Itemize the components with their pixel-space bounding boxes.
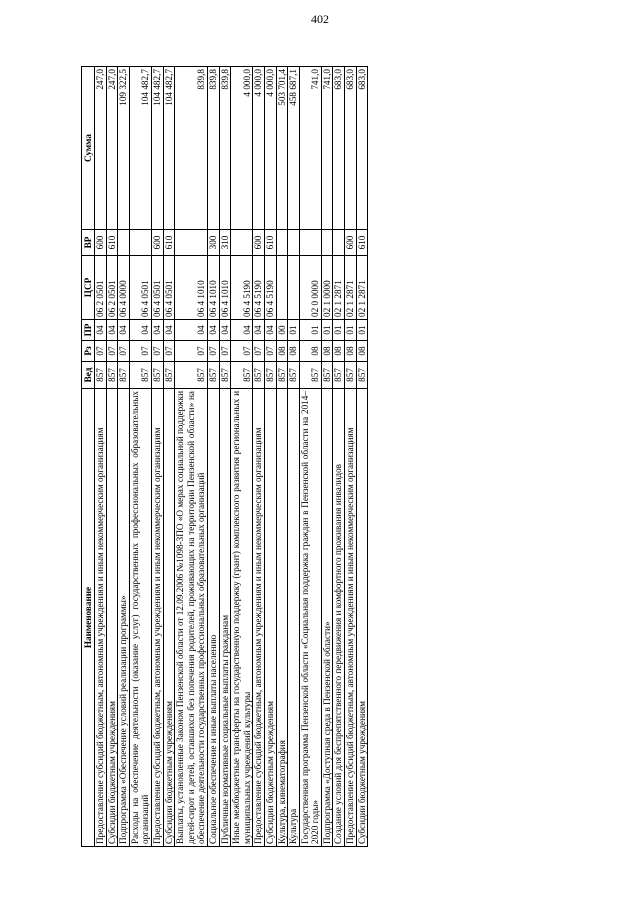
cell-ved: 857 [95, 362, 107, 389]
cell-vr: 610 [356, 230, 368, 256]
cell-csr: 06 4 5190 [253, 256, 265, 320]
cell-pr: 01 [299, 320, 321, 341]
cell-ved: 857 [356, 362, 368, 389]
table-row [345, 67, 357, 847]
cell-rz: 07 [151, 341, 163, 362]
cell-pr: 04 [253, 320, 265, 341]
cell-rz: 07 [264, 341, 276, 362]
cell-vr [333, 230, 345, 256]
cell-csr: 06 4 5190 [264, 256, 276, 320]
cell-sum: 247,0 [95, 67, 107, 230]
cell-rz: 07 [106, 341, 118, 362]
cell-csr: 06 4 0501 [151, 256, 163, 320]
cell-name: Субсидии бюджетным учреждениям [356, 389, 368, 847]
cell-vr: 600 [345, 230, 357, 256]
cell-ved: 857 [163, 362, 175, 389]
table-row [333, 67, 345, 847]
cell-name: Культура [288, 389, 300, 847]
cell-vr [175, 230, 208, 256]
cell-sum: 4 000,0 [231, 67, 253, 230]
cell-csr: 06 4 1010 [175, 256, 208, 320]
cell-sum: 683,0 [333, 67, 345, 230]
cell-csr: 02 1 2871 [356, 256, 368, 320]
cell-vr [321, 230, 333, 256]
cell-rz: 08 [333, 341, 345, 362]
cell-sum: 741,0 [299, 67, 321, 230]
table-row [207, 67, 219, 847]
page-number: 402 [311, 12, 329, 26]
cell-ved: 857 [333, 362, 345, 389]
budget-table [81, 66, 368, 847]
rotated-table-block [81, 67, 536, 847]
cell-rz: 07 [253, 341, 265, 362]
cell-sum: 104 482,7 [163, 67, 175, 230]
cell-rz: 08 [276, 341, 288, 362]
cell-csr [288, 256, 300, 320]
cell-rz: 07 [219, 341, 231, 362]
cell-ved: 857 [129, 362, 151, 389]
cell-ved: 857 [345, 362, 357, 389]
table-row [321, 67, 333, 847]
cell-name: Государственная программа Пензенской области «Социальная поддержка граждан в Пензенской области на 2014–2020 годы» [299, 389, 321, 847]
cell-sum: 4 000,0 [253, 67, 265, 230]
cell-ved: 857 [288, 362, 300, 389]
cell-csr: 06 4 5190 [231, 256, 253, 320]
cell-vr: 310 [219, 230, 231, 256]
cell-sum: 839,8 [175, 67, 208, 230]
cell-ved: 857 [253, 362, 265, 389]
cell-pr: 04 [163, 320, 175, 341]
cell-pr: 01 [321, 320, 333, 341]
cell-pr: 04 [219, 320, 231, 341]
cell-pr: 01 [345, 320, 357, 341]
cell-name: Предоставление субсидий бюджетным, автономным учреждениям и иным некоммерческим организациям [345, 389, 357, 847]
cell-csr: 02 0 0000 [299, 256, 321, 320]
table-row [106, 67, 118, 847]
cell-ved: 857 [106, 362, 118, 389]
cell-vr: 600 [253, 230, 265, 256]
cell-pr: 04 [106, 320, 118, 341]
cell-sum: 104 482,7 [129, 67, 151, 230]
cell-csr [276, 256, 288, 320]
table-row [231, 67, 253, 847]
cell-ved: 857 [276, 362, 288, 389]
header-rz: Рз [82, 341, 95, 362]
table-row [118, 67, 130, 847]
table-row [95, 67, 107, 847]
table-row [175, 67, 208, 847]
cell-name: Предоставление субсидий бюджетным, автономным учреждениям и иным некоммерческим организациям [95, 389, 107, 847]
cell-sum: 839,8 [219, 67, 231, 230]
table-row [299, 67, 321, 847]
cell-pr: 01 [356, 320, 368, 341]
cell-pr: 00 [276, 320, 288, 341]
cell-pr: 04 [207, 320, 219, 341]
cell-csr: 02 1 2871 [345, 256, 357, 320]
table-row [264, 67, 276, 847]
cell-csr: 02 1 0000 [321, 256, 333, 320]
cell-pr: 01 [288, 320, 300, 341]
cell-rz: 07 [163, 341, 175, 362]
cell-rz: 07 [129, 341, 151, 362]
cell-sum: 458 687,1 [288, 67, 300, 230]
cell-rz: 07 [207, 341, 219, 362]
cell-csr: 06 4 0501 [129, 256, 151, 320]
cell-sum: 4 000,0 [264, 67, 276, 230]
cell-name: Культура, кинематография [276, 389, 288, 847]
cell-sum: 247,0 [106, 67, 118, 230]
cell-pr: 01 [333, 320, 345, 341]
cell-vr: 610 [106, 230, 118, 256]
cell-name: Субсидии бюджетным учреждениям [106, 389, 118, 847]
cell-name: Расходы на обеспечение деятельности (оказание услуг) государственных профессиональных образовательных организаций [129, 389, 151, 847]
cell-ved: 857 [151, 362, 163, 389]
cell-csr: 06 4 0501 [163, 256, 175, 320]
table-row [253, 67, 265, 847]
cell-rz: 08 [299, 341, 321, 362]
cell-vr [129, 230, 151, 256]
cell-rz: 08 [356, 341, 368, 362]
cell-csr: 06 2 0501 [106, 256, 118, 320]
header-vr: ВР [82, 230, 95, 256]
cell-ved: 857 [264, 362, 276, 389]
cell-vr: 610 [264, 230, 276, 256]
cell-vr [231, 230, 253, 256]
cell-name: Подпрограмма «Доступная среда в Пензенской области» [321, 389, 333, 847]
cell-rz: 07 [231, 341, 253, 362]
cell-name: Иные межбюджетные трансферты на государственную поддержку (грант) комплексного развития региональных и муниципальных учреждений культуры [231, 389, 253, 847]
cell-name: Предоставление субсидий бюджетным, автономным учреждениям и иным некоммерческим организациям [253, 389, 265, 847]
cell-ved: 857 [175, 362, 208, 389]
table-row [151, 67, 163, 847]
cell-vr [288, 230, 300, 256]
cell-ved: 857 [207, 362, 219, 389]
cell-sum: 683,0 [345, 67, 357, 230]
cell-ved: 857 [321, 362, 333, 389]
cell-pr: 04 [118, 320, 130, 341]
cell-csr: 02 1 2871 [333, 256, 345, 320]
cell-rz: 08 [288, 341, 300, 362]
table-row [276, 67, 288, 847]
table-header-row [82, 67, 95, 847]
header-sum: Сумма [82, 67, 95, 230]
cell-sum: 839,8 [207, 67, 219, 230]
table-row [129, 67, 151, 847]
cell-vr: 600 [95, 230, 107, 256]
cell-rz: 07 [175, 341, 208, 362]
cell-vr [118, 230, 130, 256]
cell-pr: 04 [231, 320, 253, 341]
cell-name: Выплаты, установленные Законом Пензенской области от 12.09.2006 №1098-ЗПО «О мерах социальной поддержки детей-сирот и детей, оставшихся без попечения родителей, проживающих на территории Пензенской области» на обеспечение деятельности государственных профессиональных образовательных организаций [175, 389, 208, 847]
table-row [356, 67, 368, 847]
cell-sum: 104 482,7 [151, 67, 163, 230]
cell-name: Предоставление субсидий бюджетным, автономным учреждениям и иным некоммерческим организациям [151, 389, 163, 847]
cell-pr: 04 [264, 320, 276, 341]
header-ved: Вед [82, 362, 95, 389]
cell-vr [299, 230, 321, 256]
cell-rz: 07 [95, 341, 107, 362]
cell-vr: 600 [151, 230, 163, 256]
cell-csr: 06 4 0000 [118, 256, 130, 320]
cell-pr: 04 [151, 320, 163, 341]
cell-name: Создание условий для беспрепятственного передвижения и комфортного проживания инвалидов [333, 389, 345, 847]
cell-name: Социальное обеспечение и иные выплаты населению [207, 389, 219, 847]
cell-vr: 610 [163, 230, 175, 256]
cell-sum: 109 322,5 [118, 67, 130, 230]
header-csr: ЦСР [82, 256, 95, 320]
header-pr: ПР [82, 320, 95, 341]
cell-name: Публичные нормативные социальные выплаты гражданам [219, 389, 231, 847]
cell-csr: 06 4 1010 [207, 256, 219, 320]
cell-name: Субсидии бюджетным учреждениям [163, 389, 175, 847]
cell-ved: 857 [118, 362, 130, 389]
cell-ved: 857 [219, 362, 231, 389]
cell-vr: 300 [207, 230, 219, 256]
cell-pr: 04 [95, 320, 107, 341]
cell-sum: 503 701,4 [276, 67, 288, 230]
cell-pr: 04 [129, 320, 151, 341]
cell-ved: 857 [231, 362, 253, 389]
table-row [163, 67, 175, 847]
cell-rz: 08 [345, 341, 357, 362]
cell-pr: 04 [175, 320, 208, 341]
cell-sum: 683,0 [356, 67, 368, 230]
header-name: Наименование [82, 389, 95, 847]
cell-rz: 07 [118, 341, 130, 362]
cell-sum: 741,0 [321, 67, 333, 230]
cell-rz: 08 [321, 341, 333, 362]
table-row [219, 67, 231, 847]
cell-ved: 857 [299, 362, 321, 389]
cell-name: Подпрограмма «Обеспечение условий реализации программы» [118, 389, 130, 847]
cell-name: Субсидии бюджетным учреждениям [264, 389, 276, 847]
cell-csr: 06 2 0501 [95, 256, 107, 320]
cell-vr [276, 230, 288, 256]
cell-csr: 06 4 1010 [219, 256, 231, 320]
table-row [288, 67, 300, 847]
